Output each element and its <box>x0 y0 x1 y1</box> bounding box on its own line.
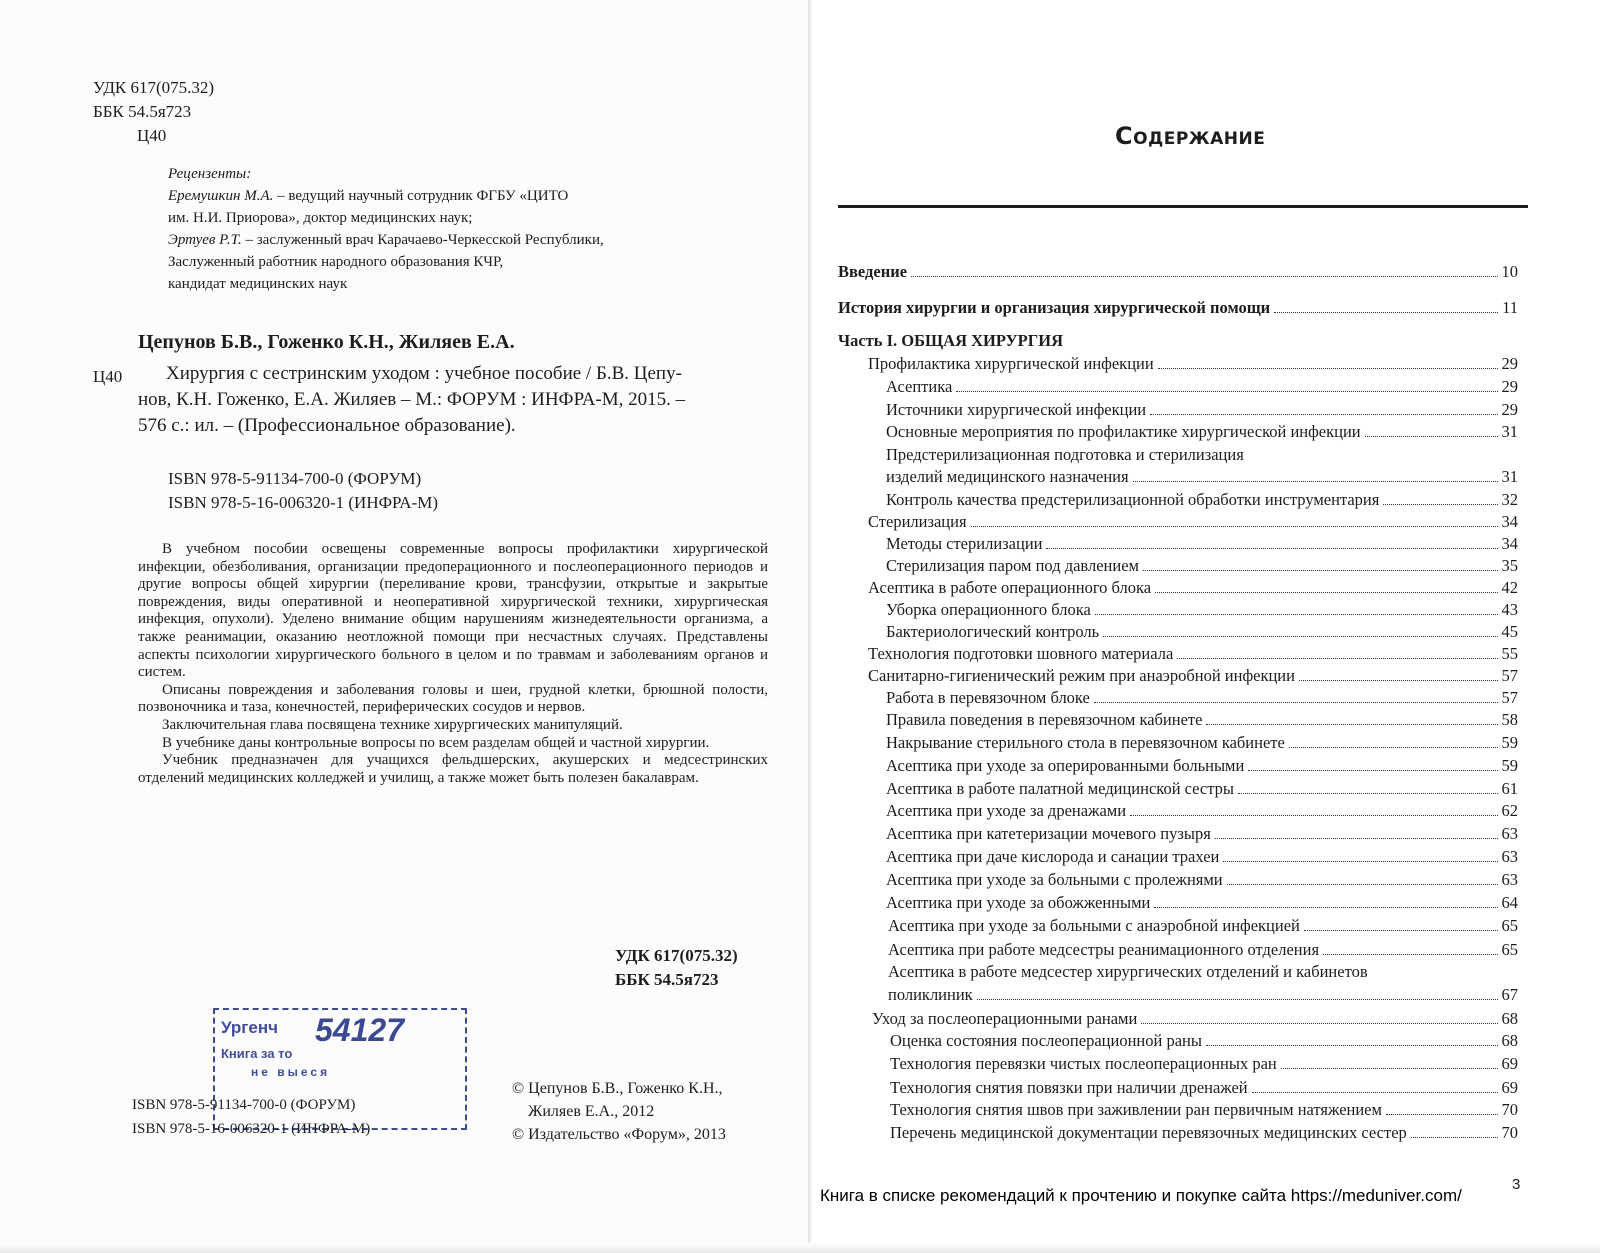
toc-leader-dots <box>1215 838 1498 839</box>
toc-leader-dots <box>1158 368 1498 369</box>
contents-title: Содержание <box>1115 122 1266 150</box>
toc-entry <box>890 1100 1518 1120</box>
toc-page-number: 69 <box>1501 1078 1518 1097</box>
toc-page-number: 57 <box>1501 688 1518 707</box>
toc-entry <box>888 916 1518 936</box>
reviewer-line: Заслуженный работник народного образования КЧР, <box>168 254 504 270</box>
toc-label: Асептика при работе медсестры реанимационного отделения <box>888 940 1320 959</box>
toc-page-number: 32 <box>1501 490 1518 509</box>
toc-label: Асептика в работе палатной медицинской сестры <box>886 779 1234 798</box>
toc-leader-dots <box>1281 1068 1498 1069</box>
toc-leader-dots <box>1206 1045 1498 1046</box>
toc-entry <box>868 512 1518 532</box>
toc-leader-dots <box>1141 1023 1497 1024</box>
toc-label: Технология перевязки чистых послеоперационных ран <box>890 1054 1277 1073</box>
toc-entry <box>888 940 1518 960</box>
toc-entry <box>886 824 1518 844</box>
abstract-paragraph: Учебник предназначен для учащихся фельдшерских, акушерских и медсестринских отделений медицинских колледжей и училищ, а также может быть полезен бакалаврам. <box>138 752 768 786</box>
toc-leader-dots <box>1252 1092 1498 1093</box>
toc-leader-dots <box>956 391 1497 392</box>
toc-entry <box>886 377 1518 397</box>
isbn-infra-m: ISBN 978-5-16-006320-1 (ИНФРА-М) <box>168 493 439 512</box>
toc-page-number: 10 <box>1501 262 1518 281</box>
toc-label: Асептика при уходе за больными с пролежнями <box>886 870 1223 889</box>
copyright-authors-cont: Жиляев Е.А., 2012 <box>528 1103 655 1120</box>
library-stamp: Ургенч 54127 Книга за то не выеся <box>213 1008 467 1130</box>
toc-label: Основные мероприятия по профилактике хирургической инфекции <box>886 422 1361 441</box>
toc-entry <box>888 962 1368 982</box>
toc-page-number: 11 <box>1502 298 1518 317</box>
toc-leader-dots <box>1248 770 1497 771</box>
copyright-authors: © Цепунов Б.В., Гоженко К.Н., <box>512 1080 723 1097</box>
toc-leader-dots <box>1323 954 1497 955</box>
toc-entry <box>886 422 1518 442</box>
toc-entry <box>872 1009 1518 1029</box>
abstract-paragraph: В учебнике даны контрольные вопросы по всем разделам общей и частной хирургии. <box>162 734 710 751</box>
toc-page-number: 59 <box>1501 733 1518 752</box>
site-footer-note: Книга в списке рекомендаций к прочтению и покупке сайта https://meduniver.com/ <box>820 1186 1462 1205</box>
scan-edge <box>0 1243 1600 1253</box>
toc-label: Стерилизация паром под давлением <box>886 556 1139 575</box>
bibliographic-line: Хирургия с сестринским уходом : учебное пособие / Б.В. Цепу- <box>166 363 682 384</box>
toc-label: Технология снятия повязки при наличии дренажей <box>890 1078 1248 1097</box>
toc-page-number: 64 <box>1501 893 1518 912</box>
toc-page-number: 63 <box>1501 824 1518 843</box>
toc-leader-dots <box>1365 436 1498 437</box>
toc-page-number: 68 <box>1501 1031 1518 1050</box>
toc-leader-dots <box>1383 504 1497 505</box>
toc-leader-dots <box>1238 793 1498 794</box>
toc-leader-dots <box>1143 570 1498 571</box>
abstract-paragraph: В учебном пособии освещены современные вопросы профилактики хирургической инфекции, обезболивания, организации предоперационного и послеоперационного периодов и другие вопросы общей хирургии (переливание крови, трансфузии, открытые и закрытые повреждения, виды оперативной и неоперативной хирургической техники, хирургическая инфекция, опухоли). Уделено внимание общим нарушениям жизнедеятельности организма, а также реанимации, оказанию неотложной помощи при несчастных случаях. Представлены аспекты психологии хирургического больного в целом и по травмам и заболеваниям органов и систем. <box>138 541 768 681</box>
toc-page-number: 70 <box>1501 1100 1518 1119</box>
toc-page-number: 63 <box>1501 847 1518 866</box>
toc-page-number: 34 <box>1501 534 1518 553</box>
bbk-code: ББК 54.5я723 <box>93 102 192 121</box>
toc-entry <box>886 756 1518 776</box>
toc-page-number: 65 <box>1501 940 1518 959</box>
toc-leader-dots <box>1223 861 1497 862</box>
toc-entry <box>886 893 1518 913</box>
bibliographic-line: 576 с.: ил. – (Профессиональное образование). <box>138 415 516 436</box>
toc-label: Предстерилизационная подготовка и стерилизация <box>886 445 1244 464</box>
toc-page-number: 43 <box>1501 600 1518 619</box>
toc-page-number: 58 <box>1501 710 1518 729</box>
toc-label: Работа в перевязочном блоке <box>886 688 1090 707</box>
toc-label: Асептика при уходе за дренажами <box>886 801 1127 820</box>
toc-page-number: 29 <box>1501 400 1518 419</box>
toc-entry <box>886 870 1518 890</box>
toc-page-number: 67 <box>1501 985 1518 1004</box>
toc-entry <box>838 331 1063 351</box>
abstract-paragraph: Описаны повреждения и заболевания головы и шеи, грудной клетки, брюшной полости, позвоночника и таза, конечностей, периферических сосудов и нервов. <box>138 681 768 716</box>
toc-label: Технология подготовки шовного материала <box>868 644 1174 663</box>
toc-label: Асептика при уходе за оперированными больными <box>886 756 1245 775</box>
stamp-number: 54127 <box>315 1012 404 1048</box>
catalog-code: Ц40 <box>93 367 123 386</box>
toc-entry <box>886 801 1518 821</box>
toc-leader-dots <box>1103 636 1497 637</box>
toc-entry <box>890 1031 1518 1051</box>
toc-page-number: 62 <box>1501 801 1518 820</box>
toc-label: Асептика <box>886 377 953 396</box>
isbn-forum: ISBN 978-5-91134-700-0 (ФОРУМ) <box>168 469 422 488</box>
toc-leader-dots <box>1289 747 1498 748</box>
toc-entry <box>868 578 1518 598</box>
toc-label: Бактериологический контроль <box>886 622 1100 641</box>
toc-leader-dots <box>1411 1137 1498 1138</box>
toc-label: Санитарно-гигиенический режим при анаэробной инфекции <box>868 666 1295 685</box>
toc-leader-dots <box>1206 724 1497 725</box>
toc-label: Стерилизация <box>868 512 967 531</box>
toc-entry <box>838 262 1518 282</box>
toc-leader-dots <box>1095 614 1498 615</box>
udk-code: УДК 617(075.32) <box>93 78 215 97</box>
toc-label: Оценка состояния послеоперационной раны <box>890 1031 1202 1050</box>
page-number: 3 <box>1512 1176 1521 1193</box>
toc-entry <box>886 600 1518 620</box>
toc-label: Источники хирургической инфекции <box>886 400 1147 419</box>
toc-label: Асептика при катетеризации мочевого пузыря <box>886 824 1211 843</box>
toc-leader-dots <box>1274 312 1498 313</box>
toc-page-number: 29 <box>1501 377 1518 396</box>
toc-leader-dots <box>1133 481 1498 482</box>
toc-leader-dots <box>977 999 1498 1000</box>
toc-entry <box>886 733 1518 753</box>
toc-page-number: 35 <box>1501 556 1518 575</box>
toc-page-number: 65 <box>1501 916 1518 935</box>
toc-leader-dots <box>1386 1114 1498 1115</box>
toc-page-number: 59 <box>1501 756 1518 775</box>
toc-page-number: 31 <box>1501 422 1518 441</box>
reviewer-line: им. Н.И. Приорова», доктор медицинских наук; <box>168 210 473 226</box>
toc-label: Уход за послеоперационными ранами <box>872 1009 1138 1028</box>
toc-label: Введение <box>838 262 908 281</box>
book-abstract <box>138 541 768 787</box>
toc-page-number: 34 <box>1501 512 1518 531</box>
toc-entry <box>886 710 1518 730</box>
bbk-code-bottom: ББК 54.5я723 <box>615 970 719 989</box>
udk-code-bottom: УДК 617(075.32) <box>615 946 738 965</box>
toc-leader-dots <box>1094 702 1498 703</box>
toc-label: изделий медицинского назначения <box>886 467 1129 486</box>
toc-label: Контроль качества предстерилизационной обработки инструментария <box>886 490 1380 509</box>
toc-page-number: 45 <box>1501 622 1518 641</box>
toc-label: Правила поведения в перевязочном кабинете <box>886 710 1203 729</box>
reviewer-line: Еремушкин М.А. – ведущий научный сотрудник ФГБУ «ЦИТО <box>168 188 569 204</box>
index-code: Ц40 <box>137 126 167 145</box>
toc-label: Методы стерилизации <box>886 534 1043 553</box>
toc-entry <box>886 779 1518 799</box>
reviewer-line: кандидат медицинских наук <box>168 276 348 292</box>
bibliographic-line: нов, К.Н. Гоженко, Е.А. Жиляев – М.: ФОРУМ : ИНФРА-М, 2015. – <box>138 389 686 410</box>
toc-leader-dots <box>1130 815 1497 816</box>
toc-label: Асептика при уходе за обожженными <box>886 893 1151 912</box>
toc-entry <box>886 556 1518 576</box>
toc-label: поликлиник <box>888 985 973 1004</box>
toc-leader-dots <box>1299 680 1498 681</box>
isbn-forum-bottom: ISBN 978-5-91134-700-0 (ФОРУМ) <box>132 1097 356 1113</box>
toc-page-number: 69 <box>1501 1054 1518 1073</box>
toc-label: Технология снятия швов при заживлении ран первичным натяжением <box>890 1100 1382 1119</box>
toc-label: История хирургии и организация хирургической помощи <box>838 298 1271 317</box>
isbn-infra-m-bottom: ISBN 978-5-16-006320-1 (ИНФРА-М) <box>132 1121 371 1137</box>
toc-entry <box>886 688 1518 708</box>
toc-leader-dots <box>1304 930 1498 931</box>
toc-entry <box>868 666 1518 686</box>
toc-entry <box>886 445 1244 465</box>
toc-entry <box>838 298 1518 318</box>
toc-label: Часть I. ОБЩАЯ ХИРУРГИЯ <box>838 331 1063 350</box>
toc-entry <box>886 622 1518 642</box>
toc-entry <box>886 534 1518 554</box>
toc-label: Асептика при уходе за больными с анаэробной инфекцией <box>888 916 1300 935</box>
toc-entry <box>886 847 1518 867</box>
toc-page-number: 63 <box>1501 870 1518 889</box>
toc-label: Асептика в работе операционного блока <box>868 578 1152 597</box>
toc-label: Уборка операционного блока <box>886 600 1091 619</box>
copyright-publisher: © Издательство «Форум», 2013 <box>512 1126 726 1143</box>
toc-leader-dots <box>1154 907 1497 908</box>
toc-leader-dots <box>1227 884 1498 885</box>
toc-page-number: 55 <box>1501 644 1518 663</box>
toc-page-number: 29 <box>1501 354 1518 373</box>
toc-label: Накрывание стерильного стола в перевязочном кабинете <box>886 733 1285 752</box>
toc-leader-dots <box>1046 548 1497 549</box>
toc-page-number: 70 <box>1501 1123 1518 1142</box>
toc-entry <box>890 1054 1518 1074</box>
title-rule <box>838 205 1528 208</box>
toc-entry <box>890 1123 1518 1143</box>
reviewers-block <box>168 163 604 295</box>
toc-leader-dots <box>1177 658 1497 659</box>
toc-page-number: 57 <box>1501 666 1518 685</box>
toc-entry <box>888 985 1518 1005</box>
toc-entry <box>868 644 1518 664</box>
toc-entry <box>886 467 1518 487</box>
toc-label: Асептика в работе медсестер хирургических отделений и кабинетов <box>888 962 1368 981</box>
abstract-paragraph: Заключительная глава посвящена технике хирургических манипуляций. <box>162 716 623 733</box>
toc-page-number: 31 <box>1501 467 1518 486</box>
toc-entry <box>868 354 1518 374</box>
toc-page-number: 42 <box>1501 578 1518 597</box>
toc-leader-dots <box>911 276 1497 277</box>
toc-entry <box>886 490 1518 510</box>
toc-page-number: 68 <box>1501 1009 1518 1028</box>
toc-leader-dots <box>971 526 1498 527</box>
toc-page-number: 61 <box>1501 779 1518 798</box>
toc-entry <box>890 1078 1518 1098</box>
reviewers-heading: Рецензенты: <box>168 166 252 182</box>
toc-leader-dots <box>1155 592 1497 593</box>
toc-entry <box>886 400 1518 420</box>
toc-label: Перечень медицинской документации перевязочных медицинских сестер <box>890 1123 1407 1142</box>
reviewer-line: Эртуев Р.Т. – заслуженный врач Карачаево-Черкесской Республики, <box>168 232 604 248</box>
authors: Цепунов Б.В., Гоженко К.Н., Жиляев Е.А. <box>138 331 515 353</box>
toc-label: Асептика при даче кислорода и санации трахеи <box>886 847 1220 866</box>
toc-label: Профилактика хирургической инфекции <box>868 354 1154 373</box>
toc-leader-dots <box>1150 414 1497 415</box>
